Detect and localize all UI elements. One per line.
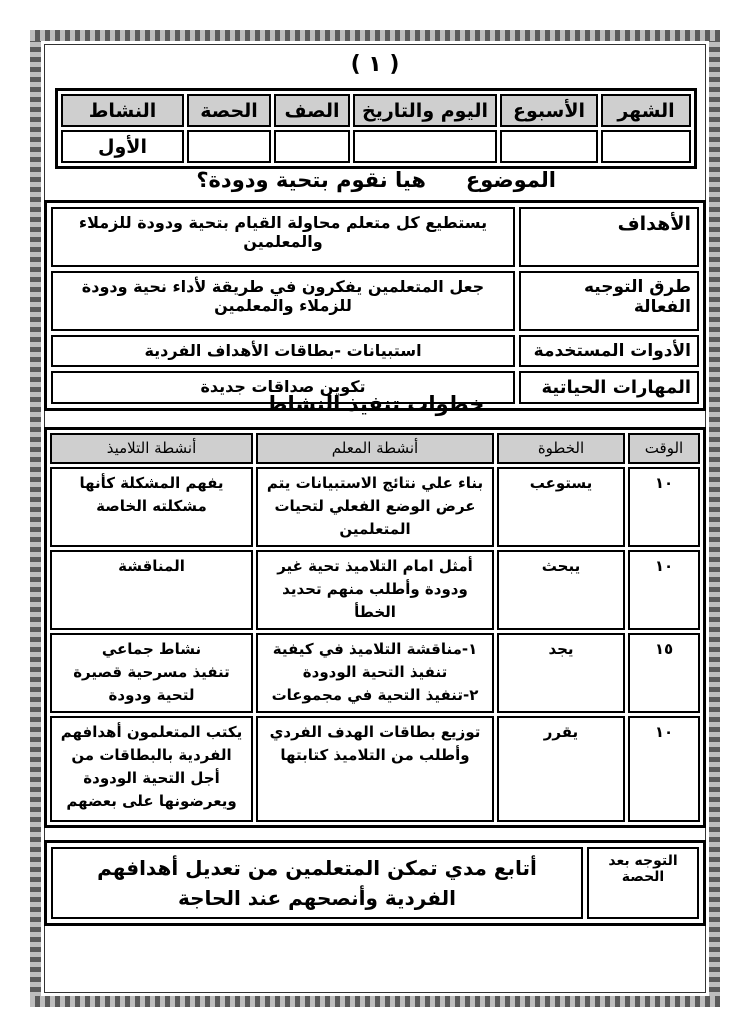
row-step: يجد [497, 633, 625, 713]
steps-table [44, 427, 706, 828]
topic-line [44, 168, 706, 200]
col-students: أنشطة التلاميذ [50, 433, 253, 464]
row-teacher: أمثل امام التلاميذ تحية غير ودودة وأطلب منهم تحديد الخطأ [256, 550, 494, 630]
info-table [44, 200, 706, 411]
value-period [187, 130, 271, 163]
lesson-plan-page [44, 50, 706, 910]
row-step: يبحث [497, 550, 625, 630]
row-time: ١٥ [628, 633, 700, 713]
after-class-table [44, 840, 706, 926]
table-row [50, 716, 700, 822]
topic-value: هيا نقوم بتحية ودودة؟ [196, 168, 426, 192]
guidance-methods-label: طرق التوجيه الفعالة [519, 271, 699, 331]
row-time: ١٠ [628, 550, 700, 630]
col-step: الخطوة [497, 433, 625, 464]
value-grade [274, 130, 350, 163]
row-teacher: توزيع بطاقات الهدف الفردي وأطلب من التلاميذ كتابتها [256, 716, 494, 822]
row-time: ١٠ [628, 467, 700, 547]
row-step: يقرر [497, 716, 625, 822]
row-step: يستوعب [497, 467, 625, 547]
life-skills-value: تكوين صداقات جديدة [51, 371, 515, 404]
row-students: نشاط جماعي تنفيذ مسرحية قصيرة لتحية ودودة [50, 633, 253, 713]
header-grade: الصف [274, 94, 350, 127]
steps-title: خطوات تنفيذ النشاط [265, 392, 485, 416]
after-class-label: التوجه بعد الحصة [587, 847, 699, 919]
header-day-date: اليوم والتاريخ [353, 94, 497, 127]
table-row [50, 550, 700, 630]
header-activity: النشاط [61, 94, 184, 127]
row-teacher: بناء علي نتائج الاستبيانات يتم عرض الوضع الفعلي لتحيات المتعلمين [256, 467, 494, 547]
tools-value: استبيانات -بطاقات الأهداف الفردية [51, 335, 515, 367]
table-row [50, 467, 700, 547]
value-activity: الأول [61, 130, 184, 163]
value-month [601, 130, 691, 163]
page-number: ( ١ ) [350, 52, 400, 77]
objectives-value: يستطيع كل متعلم محاولة القيام بتحية ودودة للزملاء والمعلمين [51, 207, 515, 267]
row-time: ١٠ [628, 716, 700, 822]
col-time: الوقت [628, 433, 700, 464]
topic-label: الموضوع [465, 168, 556, 192]
table-row [50, 633, 700, 713]
row-students: يفهم المشكلة كأنها مشكلته الخاصة [50, 467, 253, 547]
row-students: المناقشة [50, 550, 253, 630]
header-period: الحصة [187, 94, 271, 127]
col-teacher: أنشطة المعلم [256, 433, 494, 464]
tools-label: الأدوات المستخدمة [519, 335, 699, 367]
value-week [500, 130, 598, 163]
guidance-methods-value: جعل المتعلمين يفكرون في طريقة لأداء نحية ودودة للزملاء والمعلمين [51, 271, 515, 331]
value-day-date [353, 130, 497, 163]
row-students: يكتب المتعلمون أهدافهم الفردية بالبطاقات من أجل التحية الودودة ويعرضونها على بعضهم [50, 716, 253, 822]
header-table [55, 88, 697, 169]
header-month: الشهر [601, 94, 691, 127]
after-class-value: أتابع مدي تمكن المتعلمين من تعديل أهدافهم الفردية وأنصحهم عند الحاجة [51, 847, 583, 919]
life-skills-label: المهارات الحياتية [519, 371, 699, 404]
row-teacher: ١-مناقشة التلاميذ في كيفية تنفيذ التحية الودودة ٢-تنفيذ التحية في مجموعات [256, 633, 494, 713]
header-week: الأسبوع [500, 94, 598, 127]
objectives-label: الأهداف [519, 207, 699, 267]
